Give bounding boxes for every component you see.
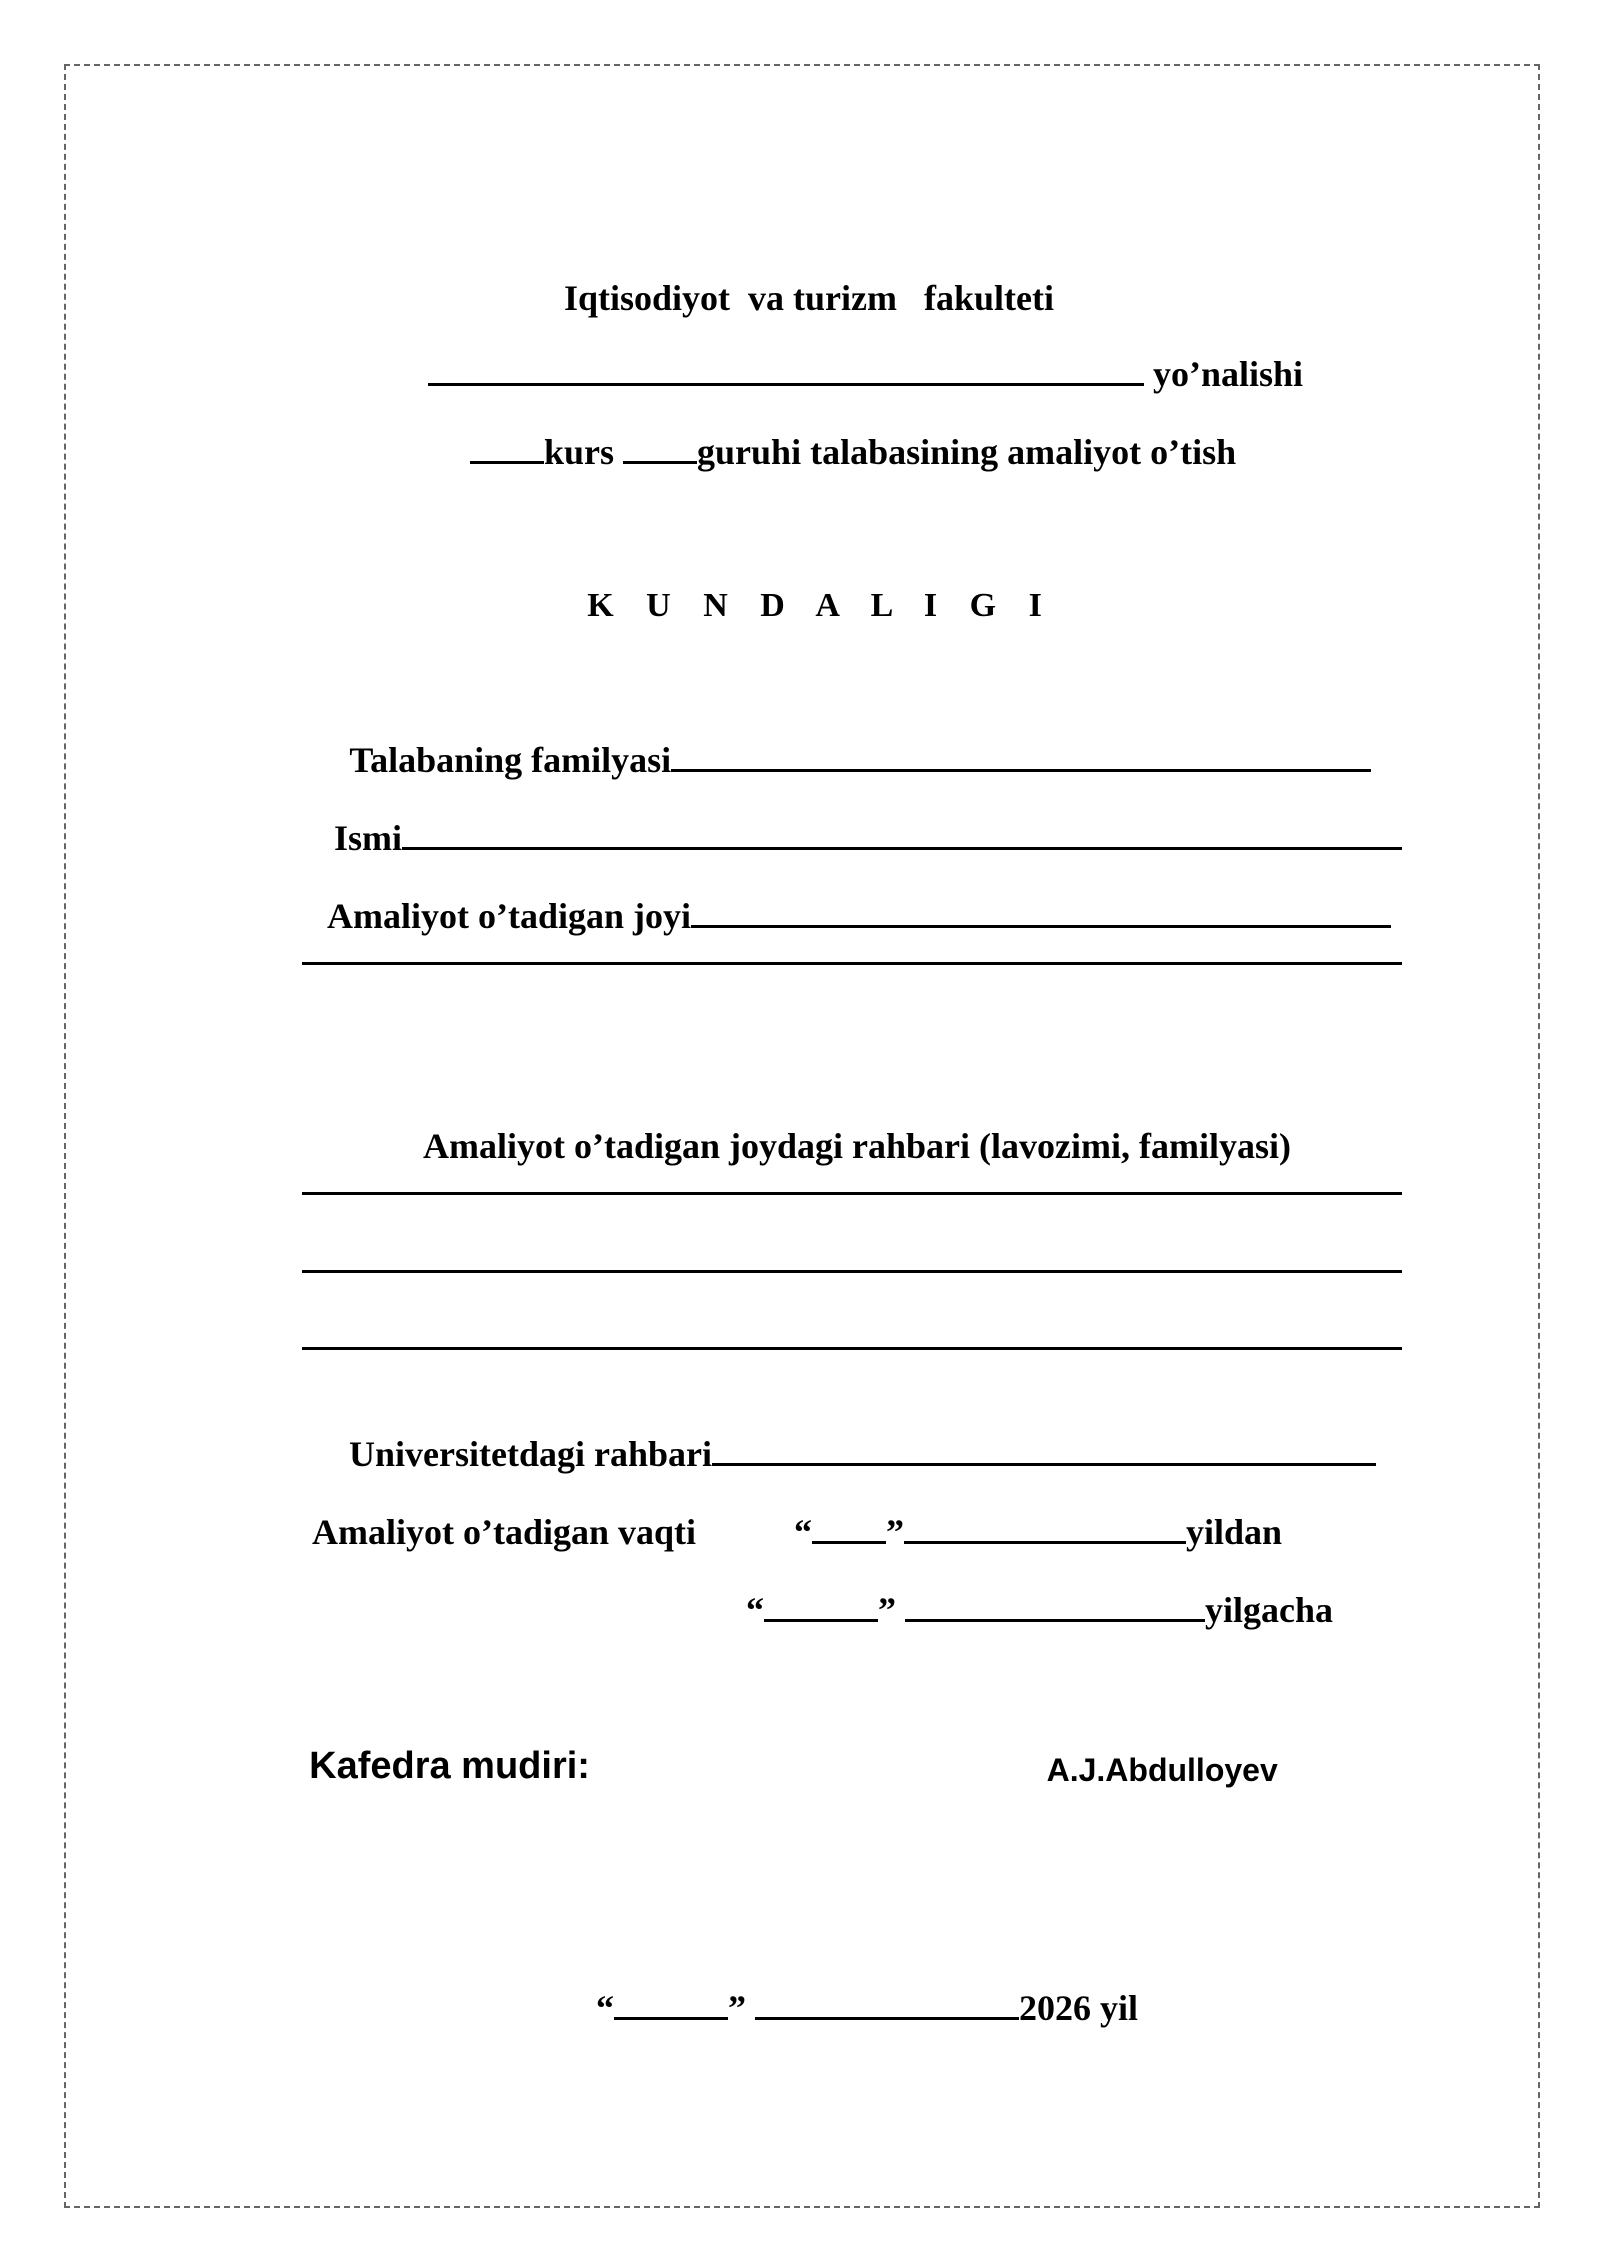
place-blank-2[interactable] xyxy=(302,962,1402,965)
period-from-date: “ ” yildan xyxy=(794,1512,1283,1552)
university-supervisor-blank[interactable] xyxy=(712,1433,1376,1466)
name-label: Ismi xyxy=(334,818,403,858)
surname-label: Talabaning familyasi xyxy=(349,740,672,780)
course-blank[interactable] xyxy=(470,431,544,464)
course-group-line: kurs guruhi talabasining amaliyot o’tish xyxy=(452,386,1236,474)
period-label: Amaliyot o’tadigan vaqti xyxy=(312,1512,697,1552)
site-supervisor-blank-2[interactable] xyxy=(302,1270,1402,1273)
university-supervisor-label: Universitetdagi rahbari xyxy=(349,1434,712,1474)
signature-month-blank[interactable] xyxy=(755,1987,1019,2020)
surname-blank[interactable] xyxy=(671,739,1371,772)
to-month-blank[interactable] xyxy=(905,1589,1205,1622)
signature-date: “ ” 2026 yil xyxy=(596,1988,1139,2028)
university-supervisor-field xyxy=(331,1388,1376,1476)
site-supervisor-heading: Amaliyot o’tadigan joydagi rahbari (lavozimi, familyasi) xyxy=(423,1126,1291,1166)
direction-blank[interactable] xyxy=(428,353,1144,386)
head-of-department-label: Kafedra mudiri: xyxy=(309,1745,590,1787)
site-supervisor-blank-1[interactable] xyxy=(302,1192,1402,1195)
surname-field xyxy=(332,694,1371,782)
site-supervisor-blank-3[interactable] xyxy=(302,1347,1402,1350)
place-field xyxy=(311,850,1391,938)
place-label: Amaliyot o’tadigan joyi xyxy=(327,896,692,936)
from-day-blank[interactable] xyxy=(812,1511,886,1544)
signature-day-blank[interactable] xyxy=(614,1987,728,2020)
period-from-line xyxy=(296,1466,696,1554)
direction-line: yo’nalishi xyxy=(410,308,1303,396)
name-field xyxy=(316,772,1402,860)
from-month-blank[interactable] xyxy=(904,1511,1186,1544)
document-title: K U N D A L I G I xyxy=(587,587,1054,624)
period-to-date: “ ” yilgacha xyxy=(746,1590,1334,1630)
to-day-blank[interactable] xyxy=(764,1589,878,1622)
group-blank[interactable] xyxy=(623,431,697,464)
faculty-title: Iqtisodiyot va turizm fakulteti xyxy=(564,278,1054,318)
head-of-department-name: A.J.Abdulloyev xyxy=(1046,1752,1278,1788)
place-blank[interactable] xyxy=(691,895,1391,928)
name-blank[interactable] xyxy=(402,817,1402,850)
